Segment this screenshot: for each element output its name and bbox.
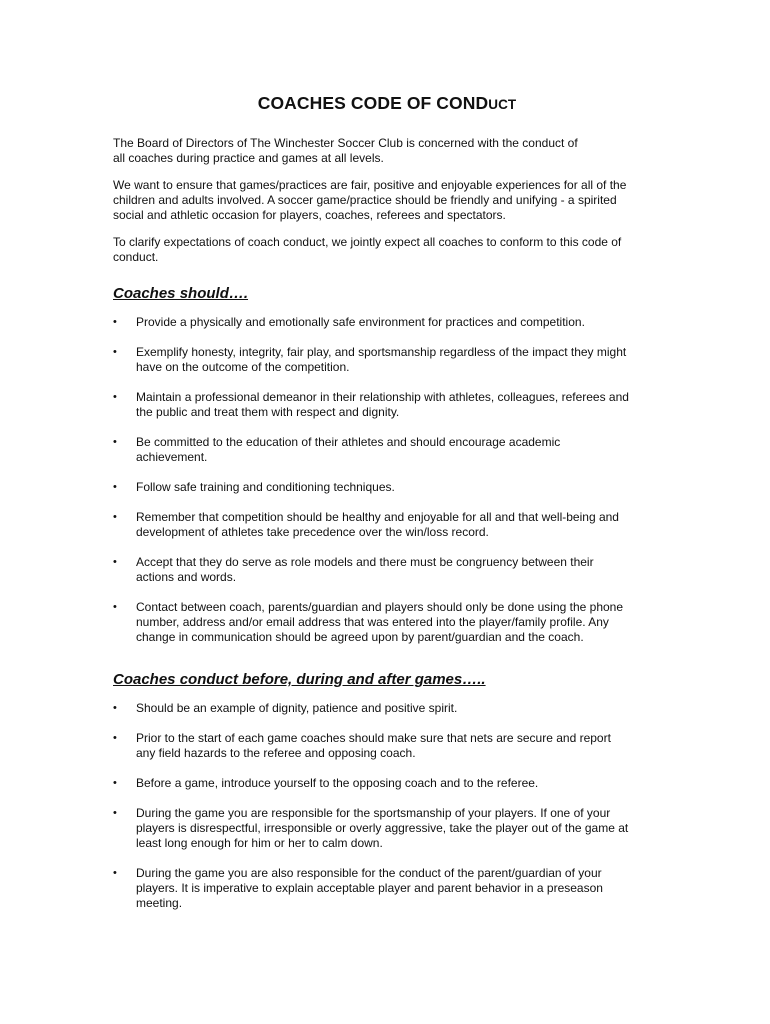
- list-item-text: Before a game, introduce yourself to the opposing coach and to the referee.: [136, 776, 539, 790]
- list-item: [113, 600, 661, 645]
- bullet-icon: •: [113, 346, 117, 358]
- list-item-text: Remember that competition should be healthy and enjoyable for all and that well-being and development of athletes take precedence over the win/loss record.: [136, 510, 619, 539]
- bullet-icon: •: [113, 391, 117, 403]
- list-item: [113, 345, 661, 375]
- list-item-text: Contact between coach, parents/guardian and players should only be done using the phone number, address and/or email address that was entered into the player/family profile. Any change in communication should be agreed upon by parent/guardian and the coach.: [136, 600, 624, 644]
- list-item: [113, 390, 661, 420]
- bullet-icon: •: [113, 702, 117, 714]
- intro-paragraph: The Board of Directors of The Winchester Soccer Club is concerned with the conduct of all coaches during practice and games at all levels.: [113, 136, 578, 165]
- intro-paragraph: To clarify expectations of coach conduct, we jointly expect all coaches to conform to this code of conduct.: [113, 235, 622, 264]
- list-item-text: Exemplify honesty, integrity, fair play, and sportsmanship regardless of the impact they might have on the outcome of the competition.: [136, 345, 627, 374]
- list-item-text: During the game you are responsible for the sportsmanship of your players. If one of your players is disrespectful, irresponsible or overly aggressive, take the player out of the game at least long enough for him or her to calm down.: [136, 806, 629, 850]
- bullet-icon: •: [113, 511, 117, 523]
- list-item: [113, 555, 661, 585]
- bullet-icon: •: [113, 556, 117, 568]
- list-item-text: Provide a physically and emotionally safe environment for practices and competition.: [136, 315, 585, 329]
- bullet-icon: •: [113, 732, 117, 744]
- section-heading-coaches-should: Coaches should….: [113, 285, 249, 302]
- intro-paragraph: We want to ensure that games/practices are fair, positive and enjoyable experiences for all of the children and adults involved. A soccer game/practice should be friendly and unifying - a spirited social and athletic occasion for players, coaches, referees and spectators.: [113, 178, 627, 222]
- bullet-icon: •: [113, 481, 117, 493]
- coaches-conduct-list: [113, 701, 661, 911]
- document-page: [113, 93, 661, 926]
- bullet-icon: •: [113, 436, 117, 448]
- section-heading-coaches-conduct: Coaches conduct before, during and after games…..: [113, 671, 486, 688]
- list-item: [113, 866, 661, 911]
- coaches-should-list: [113, 315, 661, 645]
- title-main: COACHES CODE OF COND: [257, 93, 489, 113]
- list-item-text: Prior to the start of each game coaches should make sure that nets are secure and report any field hazards to the referee and opposing coach.: [136, 731, 611, 760]
- bullet-icon: •: [113, 807, 117, 819]
- list-item: [113, 315, 661, 330]
- list-item-text: Be committed to the education of their athletes and should encourage academic achievement.: [136, 435, 561, 464]
- list-item-text: Should be an example of dignity, patience and positive spirit.: [136, 701, 458, 715]
- list-item: [113, 806, 661, 851]
- bullet-icon: •: [113, 316, 117, 328]
- list-item-text: Accept that they do serve as role models and there must be congruency between their actions and words.: [136, 555, 594, 584]
- list-item-text: Maintain a professional demeanor in their relationship with athletes, colleagues, referees and the public and treat them with respect and dignity.: [136, 390, 629, 419]
- list-item-text: During the game you are also responsible for the conduct of the parent/guardian of your players. It is imperative to explain acceptable player and parent behavior in a preseason meeting.: [136, 866, 603, 910]
- bullet-icon: •: [113, 777, 117, 789]
- bullet-icon: •: [113, 601, 117, 613]
- title-smallcaps: UCT: [488, 97, 517, 112]
- list-item: [113, 776, 661, 791]
- list-item: [113, 435, 661, 465]
- list-item: [113, 480, 661, 495]
- list-item: [113, 731, 661, 761]
- document-title: [113, 93, 661, 114]
- list-item: [113, 510, 661, 540]
- bullet-icon: •: [113, 867, 117, 879]
- list-item: [113, 701, 661, 716]
- list-item-text: Follow safe training and conditioning techniques.: [136, 480, 395, 494]
